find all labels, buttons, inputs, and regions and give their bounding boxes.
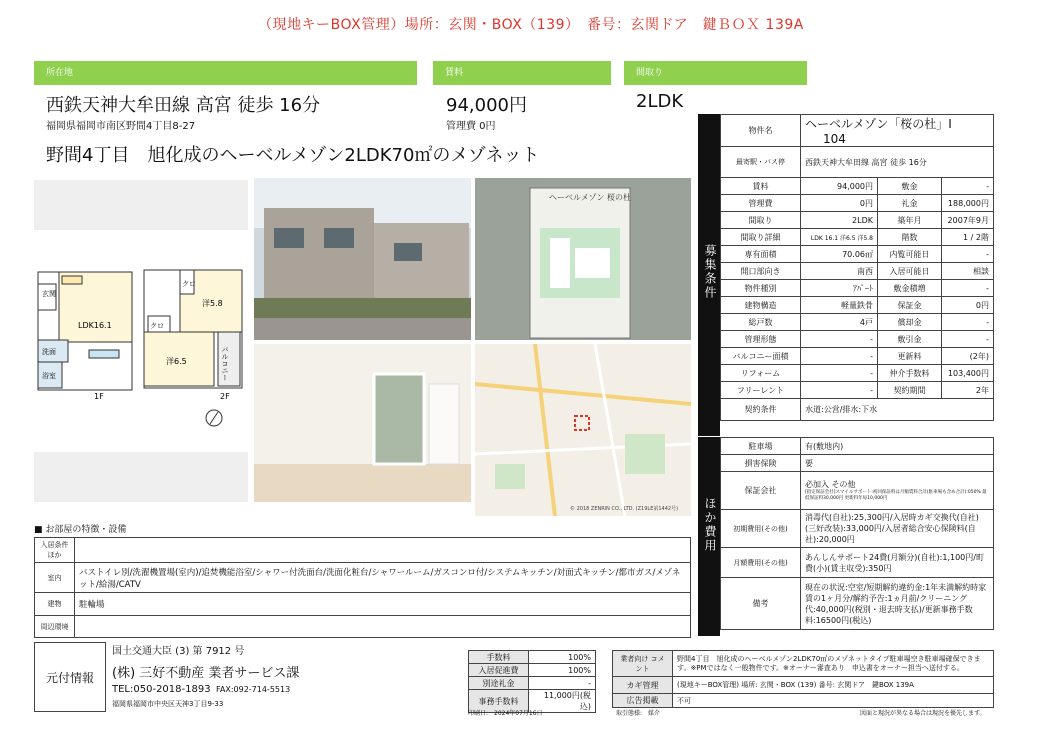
features-title: ■ お部屋の特徴・設備: [34, 525, 127, 535]
spec-value: -: [801, 348, 878, 365]
fee-value-separate-key: -: [529, 677, 596, 690]
catch-copy: 野間4丁目 旭化成のヘーベルメゾン2LDK70㎡のメゾネット: [46, 145, 540, 166]
other-cost-table: [720, 437, 994, 630]
feature-value-surroundings: [75, 616, 691, 638]
comment-label: 業者向け コメント: [613, 651, 673, 677]
spec-value: ｱﾊﾟｰﾄ: [801, 280, 878, 297]
spec-label: 開口部向き: [721, 263, 801, 280]
spec-label-2: 礼金: [878, 195, 942, 212]
rent-value: 94,000円: [446, 95, 527, 116]
feature-value-conditions: [75, 538, 691, 563]
fee-value-promotion: 100%: [529, 664, 596, 677]
agent-tel: TEL:050-2018-1893: [112, 684, 211, 695]
agent-license: 国土交通大臣 (3) 第 7912 号: [112, 646, 245, 657]
spec-value: 94,000円: [801, 178, 878, 195]
spec-label: 物件種別: [721, 280, 801, 297]
property-name-label: 物件名: [721, 115, 801, 147]
map-credit: © 2018 ZENRIN CO., LTD. (Z19LE第1442号): [570, 506, 679, 512]
floor-1f-label: 1F: [94, 392, 104, 401]
spec-label-2: 更新料: [878, 348, 942, 365]
room-western-65: 洋6.5: [166, 357, 187, 366]
contract-label: 契約条件: [721, 399, 801, 421]
spec-value: 70.06㎡: [801, 246, 878, 263]
spec-value-2: 188,000円: [942, 195, 994, 212]
sign-text: ヘーベルメゾン 桜の杜: [549, 193, 632, 202]
room-balcony: バルコニー: [221, 346, 229, 381]
guarantor-label: 保証会社: [721, 472, 801, 510]
floor-plan: [34, 262, 248, 437]
contract-value: 水道:公営/排水:下水: [801, 399, 994, 421]
spec-label: 管理形態: [721, 331, 801, 348]
spec-label: 賃料: [721, 178, 801, 195]
agent-label: 元付情報: [34, 642, 106, 712]
exterior-photo: [254, 178, 471, 340]
blank-box-top: [34, 180, 248, 230]
fee-label-separate-key: 別途礼金: [469, 677, 529, 690]
room-ldk: LDK16.1: [78, 321, 112, 330]
rent-header: 賃料: [433, 61, 611, 85]
room-washroom: 洗面: [42, 348, 56, 356]
location-header: 所在地: [34, 61, 417, 85]
blank-box-bottom: [34, 452, 248, 502]
comment-value: 野間4丁目 旭化成のヘーベルメゾン2LDK70㎡のメゾネットタイプ駐車場空き駐車場確保できます。※PMではなく一般物件です。※オーナー審査あり 申込書をオーナー担当へ送付する。: [673, 651, 994, 677]
spec-table: [720, 114, 994, 421]
spec-value: 4戸: [801, 314, 878, 331]
interior-photo: [254, 344, 471, 502]
spec-label: 間取り: [721, 212, 801, 229]
monthly-cost-value: あんしんサポート24費(月額分)(自社):1,100円/町費(小)(賃主収受):350円: [801, 548, 994, 578]
guarantor-value: 必加入 その他: [805, 480, 856, 489]
feature-label-conditions: 入居条件ほか: [35, 538, 75, 563]
spec-row: [721, 382, 994, 399]
property-name: ヘーベルメゾン「桜の杜」Ⅰ: [805, 117, 952, 131]
key-management-value: (現地キーBOX管理) 場所: 玄関・BOX (139) 番号: 玄関ドア 鍵BOX 139A: [673, 677, 994, 694]
ad-label: 広告掲載: [613, 694, 673, 708]
spec-row: [721, 246, 994, 263]
fee-label-admin: 事務手数料: [469, 690, 529, 713]
room-closet-2f-a: クロ: [182, 280, 196, 288]
layout-value: 2LDK: [636, 91, 684, 112]
spec-value-2: -: [942, 331, 994, 348]
spec-label-2: 敷金積増: [878, 280, 942, 297]
spec-row: [721, 178, 994, 195]
spec-value: 0円: [801, 195, 878, 212]
sign-photo: [475, 178, 691, 340]
feature-label-surroundings: 周辺環境: [35, 616, 75, 638]
recruit-side-bar: [698, 114, 720, 436]
agent-address: 福岡県福岡市中央区天神3丁目9-33: [112, 700, 224, 708]
station-label: 最寄駅・バス停: [721, 147, 801, 178]
key-management-label: カギ管理: [613, 677, 673, 694]
initial-cost-value: 消毒代(自社):25,300円/入居時カギ交換代(自社)(三好改装):33,000円/入居者総合安心保険料(自社):20,000円: [801, 510, 994, 548]
spec-label: 管理費: [721, 195, 801, 212]
spec-value-2: (2年): [942, 348, 994, 365]
spec-label-2: 仲介手数料: [878, 365, 942, 382]
spec-row: [721, 314, 994, 331]
spec-row: [721, 229, 994, 246]
room-closet-2f-b: クロ: [150, 322, 164, 330]
fee-value-admin: 11,000円(税込): [529, 690, 596, 713]
spec-value-2: -: [942, 178, 994, 195]
station-access: 西鉄天神大牟田線 高宮 徒歩 16分: [46, 95, 321, 116]
spec-label-2: 築年月: [878, 212, 942, 229]
area-map: [475, 344, 691, 516]
spec-value-2: 0円: [942, 297, 994, 314]
room-western-58: 洋5.8: [202, 299, 223, 308]
insurance-label: 損害保険: [721, 455, 801, 472]
spec-value-2: -: [942, 280, 994, 297]
spec-value-2: 1 / 2階: [942, 229, 994, 246]
spec-value-2: 2007年9月: [942, 212, 994, 229]
spec-label: 専有面積: [721, 246, 801, 263]
fee-label-promotion: 入居促進費: [469, 664, 529, 677]
spec-row: [721, 263, 994, 280]
spec-value: 軽量鉄骨: [801, 297, 878, 314]
monthly-cost-label: 月額費用(その他): [721, 548, 801, 578]
room-entrance: 玄関: [42, 290, 56, 298]
address: 福岡県福岡市南区野間4丁目8-27: [46, 121, 196, 132]
spec-row: [721, 348, 994, 365]
guarantor-note: [指定保証会社]スマイルサポート:初回保証料は月額賃料合計(駐車場も含め合計):050% 最低保証料30,000円 更新料年毎10,000円: [805, 490, 987, 501]
spec-label-2: 敷引金: [878, 331, 942, 348]
floor-2f-label: 2F: [220, 392, 230, 401]
spec-label-2: 階数: [878, 229, 942, 246]
spec-value-2: 103,400円: [942, 365, 994, 382]
footer-note: 図面と現況が異なる場合は現況を優先します。: [860, 710, 986, 717]
parking-label: 駐車場: [721, 438, 801, 455]
station-value: 西鉄天神大牟田線 高宮 徒歩 16分: [801, 147, 994, 178]
spec-value: -: [801, 365, 878, 382]
spec-row: [721, 212, 994, 229]
spec-label-2: 保証金: [878, 297, 942, 314]
spec-value: LDK 16.1 洋6.5 洋5.8: [801, 229, 878, 246]
spec-label-2: 敷金: [878, 178, 942, 195]
spec-row: [721, 280, 994, 297]
spec-row: [721, 331, 994, 348]
management-fee: 管理費 0円: [446, 121, 496, 132]
fee-table: [468, 650, 596, 713]
initial-cost-label: 初期費用(その他): [721, 510, 801, 548]
key-box-banner: （現地キーBOX管理）場所：玄関・BOX（139） 番号：玄関ドア 鍵ＢＯＸ 139A: [258, 17, 804, 33]
spec-row: [721, 195, 994, 212]
remarks-value: 現在の状況:空室/短期解約違約金:1年未満解約時家賃の1ヶ月分/解約予告:1ヵ月前/クリーニング代:40,000円(税別・退去時支払)/更新事務手数料:16500円(税込): [801, 578, 994, 630]
spec-label: リフォーム: [721, 365, 801, 382]
spec-value-2: -: [942, 314, 994, 331]
other-cost-label: ほか費用: [703, 497, 717, 553]
comment-table: [612, 650, 994, 708]
other-side-bar: [698, 437, 720, 636]
spec-value-2: 相談: [942, 263, 994, 280]
parking-value: 有(敷地内): [801, 438, 994, 455]
spec-row: [721, 297, 994, 314]
spec-label: バルコニー面積: [721, 348, 801, 365]
compass-icon: [206, 410, 222, 426]
layout-header: 間取り: [624, 61, 807, 85]
features-table: [34, 537, 691, 638]
spec-label: 間取り詳細: [721, 229, 801, 246]
spec-value-2: -: [942, 246, 994, 263]
room-bath: 浴室: [42, 372, 56, 380]
feature-label-interior: 室内: [35, 563, 75, 593]
spec-row: [721, 365, 994, 382]
spec-value: 2LDK: [801, 212, 878, 229]
fee-value-commission: 100%: [529, 651, 596, 664]
agent-fax: FAX:092-714-5513: [216, 685, 291, 694]
property-name-cell: [801, 115, 994, 147]
spec-label: 建物構造: [721, 297, 801, 314]
recruit-label: 募集条件: [703, 244, 717, 300]
spec-value-2: 2年: [942, 382, 994, 399]
insurance-value: 要: [801, 455, 994, 472]
agent-company: (株) 三好不動産 業者サービス課: [112, 666, 300, 681]
room-number: 104: [823, 132, 846, 146]
feature-value-interior: バストイレ別/洗濯機置場(室内)/追焚機能浴室/シャワー付洗面台/洗面化粧台/シャワールーム/ガスコンロ付/システムキッチン/対面式キッチン/都市ガス/メゾネット/給湯/CATV: [75, 563, 691, 593]
feature-label-building: 建物: [35, 593, 75, 616]
transaction-type: 取引態様: 媒介: [616, 710, 661, 717]
fee-label-commission: 手数料: [469, 651, 529, 664]
spec-value: -: [801, 382, 878, 399]
spec-value: 南西: [801, 263, 878, 280]
spec-label: フリーレント: [721, 382, 801, 399]
spec-label-2: 入居可能日: [878, 263, 942, 280]
spec-label: 総戸数: [721, 314, 801, 331]
feature-value-building: 駐輪場: [75, 593, 691, 616]
ad-value: 不可: [673, 694, 994, 708]
remarks-label: 備考: [721, 578, 801, 630]
spec-label-2: 償却金: [878, 314, 942, 331]
spec-label-2: 内覧可能日: [878, 246, 942, 263]
spec-value: -: [801, 331, 878, 348]
print-date: 印刷日: 2024年07月16日: [468, 710, 543, 717]
guarantor-cell: [801, 472, 994, 510]
spec-label-2: 契約期間: [878, 382, 942, 399]
